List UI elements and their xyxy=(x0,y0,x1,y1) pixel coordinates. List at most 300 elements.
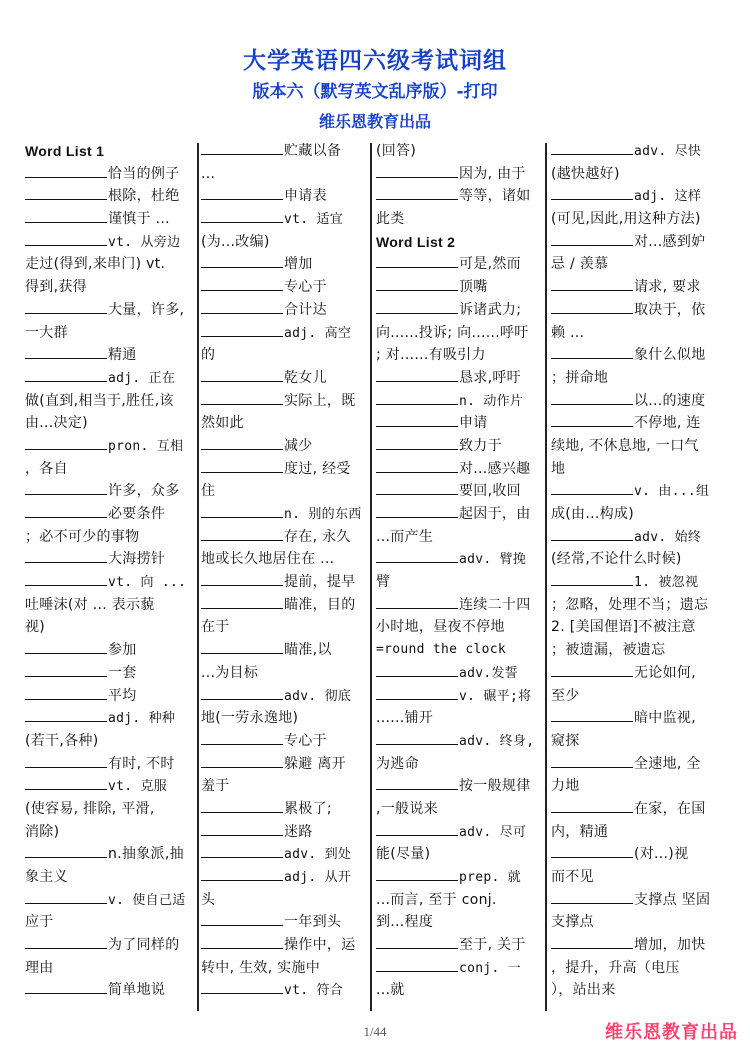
fill-in-entry xyxy=(25,480,195,503)
entry-continuation xyxy=(25,594,195,617)
entry-text: (经常,不论什么时候) xyxy=(551,551,682,568)
answer-blank xyxy=(201,639,283,654)
answer-blank xyxy=(376,548,458,563)
answer-blank xyxy=(551,707,633,722)
entry-text: adj. 高空 xyxy=(284,325,352,341)
fill-in-entry xyxy=(551,571,727,594)
entry-text: 起因于，由 xyxy=(459,506,531,522)
entry-continuation xyxy=(551,730,727,753)
entry-text: 对...感到妒 xyxy=(634,233,706,250)
answer-blank xyxy=(25,480,107,495)
entry-continuation xyxy=(25,322,195,345)
answer-blank xyxy=(551,412,633,427)
entry-text: 能(尽量) xyxy=(376,846,431,863)
entry-text: 必要条件 xyxy=(108,506,166,522)
answer-blank xyxy=(201,753,283,768)
entry-text: 增加，加快 xyxy=(634,937,706,954)
fill-in-entry xyxy=(25,662,195,685)
entry-text: vt. 适宜 xyxy=(284,212,344,228)
fill-in-entry xyxy=(201,208,367,231)
fill-in-entry xyxy=(25,639,195,662)
entry-continuation xyxy=(551,253,727,276)
answer-blank xyxy=(25,231,107,246)
entry-text: Word List 2 xyxy=(376,233,456,250)
entry-text: ...而言, 至于 conj. xyxy=(376,891,497,908)
entry-text: 续地, 不休息地, 一口气 xyxy=(551,437,699,454)
entry-text: 支撑点 xyxy=(551,914,594,931)
fill-in-entry xyxy=(201,685,367,708)
answer-blank xyxy=(25,662,107,677)
entry-text: (可见,因此,用这种方法) xyxy=(551,211,701,228)
answer-blank xyxy=(25,299,107,314)
answer-blank xyxy=(25,503,107,518)
answer-blank xyxy=(551,140,633,155)
entry-text: 等等，诸如 xyxy=(459,188,531,205)
answer-blank xyxy=(201,843,283,858)
entry-text: 1. 被忽视 xyxy=(634,575,699,591)
fill-in-entry xyxy=(25,163,195,186)
answer-blank xyxy=(376,730,458,745)
answer-blank xyxy=(551,185,633,200)
column-divider xyxy=(545,143,547,1011)
entry-text: =round the clock xyxy=(376,642,507,658)
page-number: 1/44 xyxy=(363,1024,387,1039)
answer-blank xyxy=(376,367,458,382)
fill-in-entry xyxy=(376,957,544,980)
entry-text: 精通 xyxy=(108,347,137,364)
entry-text: 以...的速度 xyxy=(634,392,706,409)
entry-text: 迷路 xyxy=(284,823,313,840)
entry-text: 在家，在国 xyxy=(634,800,706,817)
answer-blank xyxy=(201,140,283,155)
entry-text: 到...程度 xyxy=(376,914,434,931)
entry-continuation xyxy=(201,231,367,254)
entry-text: n. 别的东西 xyxy=(284,507,362,522)
column-4 xyxy=(551,140,727,1010)
fill-in-entry xyxy=(376,594,544,617)
answer-blank xyxy=(201,390,283,405)
fill-in-entry xyxy=(25,503,195,526)
fill-in-entry xyxy=(201,594,367,617)
fill-in-entry xyxy=(551,276,727,299)
entry-text: 申请表 xyxy=(284,188,327,205)
entry-text: 一套 xyxy=(108,664,137,681)
answer-blank xyxy=(376,299,458,314)
entry-continuation xyxy=(376,140,544,163)
fill-in-entry xyxy=(201,639,367,662)
entry-text: ...就 xyxy=(376,982,405,999)
entry-text: 谨慎于 ... xyxy=(108,211,170,228)
entry-continuation xyxy=(551,821,727,844)
entry-continuation xyxy=(551,458,727,481)
entry-text: 地(一劳永逸地) xyxy=(201,710,299,727)
entry-text: ，提升，升高（电压 xyxy=(551,959,680,976)
answer-blank xyxy=(551,390,633,405)
fill-in-entry xyxy=(201,299,367,322)
entry-text: adv.发誓 xyxy=(459,665,519,681)
entry-continuation xyxy=(376,911,544,934)
answer-blank xyxy=(376,866,458,881)
entry-continuation xyxy=(25,957,195,980)
entry-text: 无论如何, xyxy=(634,664,696,681)
fill-in-entry xyxy=(25,775,195,798)
fill-in-entry xyxy=(376,299,544,322)
entry-text: 申请 xyxy=(459,415,488,432)
entry-text: 贮藏以备 xyxy=(284,143,342,159)
entry-text: ...为目标 xyxy=(201,664,259,681)
entry-text: 赖 ... xyxy=(551,324,585,341)
answer-blank xyxy=(25,934,107,949)
column-divider xyxy=(197,143,199,1011)
fill-in-entry xyxy=(551,753,727,776)
answer-blank xyxy=(551,753,633,768)
answer-blank xyxy=(551,299,633,314)
fill-in-entry xyxy=(201,367,367,390)
answer-blank xyxy=(25,548,107,563)
entry-text: 向......投诉; 向......呼吁 xyxy=(376,324,529,341)
entry-text: 乾女儿 xyxy=(284,369,327,386)
entry-continuation xyxy=(376,208,544,231)
fill-in-entry xyxy=(551,707,727,730)
entry-text: 减少 xyxy=(284,437,313,454)
entry-text: 一年到头 xyxy=(284,914,342,931)
entry-text: (越快越好) xyxy=(551,165,620,182)
entry-text: 住 xyxy=(201,483,216,500)
entry-continuation xyxy=(201,707,367,730)
entry-continuation xyxy=(551,775,727,798)
entry-continuation xyxy=(201,480,367,503)
answer-blank xyxy=(201,979,283,994)
answer-blank xyxy=(201,798,283,813)
fill-in-entry xyxy=(201,753,367,776)
fill-in-entry xyxy=(201,866,367,889)
entry-text: n. 动作片 xyxy=(459,393,524,409)
entry-continuation xyxy=(376,979,544,1002)
entry-text: adv. 终身, xyxy=(459,733,535,749)
fill-in-entry xyxy=(376,390,544,413)
fill-in-entry xyxy=(551,934,727,957)
entry-text: 地 xyxy=(551,460,566,477)
fill-in-entry xyxy=(376,934,544,957)
entry-text: 顶嘴 xyxy=(459,279,488,296)
answer-blank xyxy=(551,662,633,677)
entry-text: 转中, 生效, 实施中 xyxy=(201,959,321,976)
entry-continuation xyxy=(551,322,727,345)
fill-in-entry xyxy=(201,571,367,594)
entry-continuation xyxy=(551,367,727,390)
fill-in-entry xyxy=(376,730,544,753)
fill-in-entry xyxy=(551,889,727,912)
entry-text: 象主义 xyxy=(25,869,68,885)
fill-in-entry xyxy=(201,276,367,299)
entry-continuation xyxy=(376,753,544,776)
entry-continuation xyxy=(25,798,195,821)
answer-blank xyxy=(201,458,283,473)
answer-blank xyxy=(25,775,107,790)
entry-continuation xyxy=(25,390,195,413)
entry-text: 提前，提早 xyxy=(284,574,356,591)
entry-text: 请求, 要求 xyxy=(634,279,701,296)
entry-continuation xyxy=(201,344,367,367)
vocab-columns xyxy=(0,140,750,1016)
entry-continuation xyxy=(551,957,727,980)
entry-text: adv. 尽可 xyxy=(459,824,527,840)
word-list-heading xyxy=(376,231,544,254)
fill-in-entry xyxy=(551,185,727,208)
entry-text: 至少 xyxy=(551,687,580,704)
entry-text: adj. 这样 xyxy=(634,189,702,205)
entry-text: 存在, 永久 xyxy=(284,528,351,545)
entry-text: adv. 到处 xyxy=(284,847,352,863)
entry-text: adv. 臂挽 xyxy=(459,552,527,568)
entry-continuation xyxy=(25,276,195,299)
entry-continuation xyxy=(201,957,367,980)
fill-in-entry xyxy=(201,140,367,163)
document-title: 大学英语四六级考试词组 xyxy=(243,48,507,74)
fill-in-entry xyxy=(201,185,367,208)
answer-blank xyxy=(201,299,283,314)
entry-continuation xyxy=(376,571,544,594)
column-3 xyxy=(376,140,544,1010)
answer-blank xyxy=(376,480,458,495)
answer-blank xyxy=(201,435,283,450)
answer-blank xyxy=(25,185,107,200)
entry-text: 大海捞针 xyxy=(108,551,166,568)
entry-text: vt. 从旁边 xyxy=(108,234,181,250)
entry-text: 为了同样的 xyxy=(108,937,180,954)
answer-blank xyxy=(376,163,458,178)
entry-continuation xyxy=(25,911,195,934)
entry-continuation xyxy=(551,685,727,708)
entry-continuation xyxy=(551,503,727,526)
entry-text: ... xyxy=(201,165,216,182)
entry-text: 全速地, 全 xyxy=(634,755,701,772)
entry-text: adj. 正在 xyxy=(108,370,176,386)
fill-in-entry xyxy=(25,231,195,254)
fill-in-entry xyxy=(551,662,727,685)
fill-in-entry xyxy=(25,979,195,1002)
entry-text: ......铺开 xyxy=(376,710,434,727)
entry-text: 诉诸武力; xyxy=(459,301,522,318)
answer-blank xyxy=(376,957,458,972)
answer-blank xyxy=(25,367,107,382)
fill-in-entry xyxy=(25,707,195,730)
entry-continuation xyxy=(25,616,195,639)
entry-text: ，各自 xyxy=(25,460,68,477)
entry-text: 累极了; xyxy=(284,800,332,817)
entry-text: 要回,收回 xyxy=(459,483,521,500)
entry-text: 合计达 xyxy=(284,301,327,318)
entry-text: ；必不可少的事物 xyxy=(25,528,140,545)
entry-text: 暗中监视, xyxy=(634,710,696,727)
entry-text: ；拼命地 xyxy=(551,369,609,386)
fill-in-entry xyxy=(551,140,727,163)
answer-blank xyxy=(551,889,633,904)
fill-in-entry xyxy=(25,843,195,866)
entry-text: 消除) xyxy=(25,823,60,840)
entry-text: 忌 / 羡慕 xyxy=(551,256,609,273)
fill-in-entry xyxy=(25,299,195,322)
publisher-line: 维乐恩教育出品 xyxy=(318,112,431,131)
column-divider xyxy=(370,143,372,1011)
answer-blank xyxy=(201,276,283,291)
fill-in-entry xyxy=(201,821,367,844)
entry-text: 理由 xyxy=(25,959,54,976)
answer-blank xyxy=(376,276,458,291)
answer-blank xyxy=(25,685,107,700)
answer-blank xyxy=(551,571,633,586)
entry-text: 而不见 xyxy=(551,869,594,885)
entry-text: 成(由...构成) xyxy=(551,506,634,522)
entry-text: v. 由...组 xyxy=(634,484,710,500)
answer-blank xyxy=(201,911,283,926)
column-2 xyxy=(201,140,367,1010)
entry-text: 窥探 xyxy=(551,732,580,749)
entry-text: prep. 就 xyxy=(459,870,522,885)
answer-blank xyxy=(25,344,107,359)
answer-blank xyxy=(25,208,107,223)
entry-text: 吐唾沫(对 ... 表示藐 xyxy=(25,596,155,613)
entry-continuation xyxy=(376,889,544,912)
entry-text: 内，精通 xyxy=(551,823,609,840)
answer-blank xyxy=(201,208,283,223)
answer-blank xyxy=(201,821,283,836)
fill-in-entry xyxy=(551,843,727,866)
fill-in-entry xyxy=(201,390,367,413)
entry-continuation xyxy=(376,707,544,730)
column-1 xyxy=(25,140,195,1010)
answer-blank xyxy=(551,843,633,858)
entry-text: 象什么似地 xyxy=(634,347,706,364)
entry-text: (回答) xyxy=(376,143,417,159)
answer-blank xyxy=(25,639,107,654)
entry-text: v. 碾平;将 xyxy=(459,688,532,704)
entry-continuation xyxy=(376,798,544,821)
fill-in-entry xyxy=(25,344,195,367)
fill-in-entry xyxy=(201,798,367,821)
entry-text: adv. 尽快 xyxy=(634,144,702,159)
fill-in-entry xyxy=(376,866,544,889)
fill-in-entry xyxy=(376,548,544,571)
entry-continuation xyxy=(201,163,367,186)
entry-text: 为逃命 xyxy=(376,755,419,772)
answer-blank xyxy=(376,662,458,677)
entry-text: n.抽象派,抽 xyxy=(108,846,184,863)
answer-blank xyxy=(376,458,458,473)
entry-continuation xyxy=(376,344,544,367)
entry-text: 此类 xyxy=(376,211,405,228)
entry-continuation xyxy=(551,979,727,1002)
entry-text: 大量，许多, xyxy=(108,301,185,318)
answer-blank xyxy=(376,775,458,790)
entry-continuation xyxy=(201,412,367,435)
entry-text: 由...决定) xyxy=(25,415,88,432)
answer-blank xyxy=(551,526,633,541)
answer-blank xyxy=(201,185,283,200)
answer-blank xyxy=(376,253,458,268)
entry-continuation xyxy=(376,322,544,345)
entry-continuation xyxy=(551,435,727,458)
answer-blank xyxy=(376,934,458,949)
fill-in-entry xyxy=(201,253,367,276)
entry-text: conj. 一 xyxy=(459,960,522,976)
fill-in-entry xyxy=(376,435,544,458)
entry-continuation xyxy=(551,616,727,639)
entry-continuation xyxy=(551,163,727,186)
fill-in-entry xyxy=(201,730,367,753)
fill-in-entry xyxy=(376,163,544,186)
answer-blank xyxy=(201,685,283,700)
entry-continuation xyxy=(25,253,195,276)
document-header xyxy=(0,44,750,134)
answer-blank xyxy=(201,730,283,745)
answer-blank xyxy=(376,412,458,427)
entry-text: 连续二十四 xyxy=(459,596,531,613)
entry-continuation xyxy=(201,662,367,685)
entry-text: 躲避 离开 xyxy=(284,755,346,772)
answer-blank xyxy=(551,480,633,495)
entry-text: 瞄准,以 xyxy=(284,642,332,659)
answer-blank xyxy=(201,934,283,949)
entry-text: ; 对......有吸引力 xyxy=(376,347,486,364)
fill-in-entry xyxy=(201,979,367,1002)
answer-blank xyxy=(201,866,283,881)
answer-blank xyxy=(551,798,633,813)
entry-text: ...而产生 xyxy=(376,528,434,545)
entry-text: 不停地, 连 xyxy=(634,415,701,432)
entry-text: 视) xyxy=(25,619,46,636)
entry-continuation xyxy=(201,616,367,639)
entry-text: 头 xyxy=(201,891,216,908)
fill-in-entry xyxy=(376,662,544,685)
entry-text: v. 使自己适 xyxy=(108,892,186,908)
fill-in-entry xyxy=(25,548,195,571)
entry-text: 应于 xyxy=(25,914,54,931)
entry-text: 小时地，昼夜不停地 xyxy=(376,619,505,636)
entry-text: (为...改编) xyxy=(201,233,270,250)
fill-in-entry xyxy=(551,299,727,322)
entry-continuation xyxy=(551,548,727,571)
answer-blank xyxy=(551,276,633,291)
answer-blank xyxy=(25,571,107,586)
entry-text: 一大群 xyxy=(25,324,68,341)
entry-text: ；被遗漏，被遗忘 xyxy=(551,642,666,659)
entry-text: 可是,然而 xyxy=(459,256,521,273)
entry-text: 专心于 xyxy=(284,279,327,296)
fill-in-entry xyxy=(201,526,367,549)
fill-in-entry xyxy=(25,185,195,208)
fill-in-entry xyxy=(201,934,367,957)
answer-blank xyxy=(201,322,283,337)
entry-text: 实际上，既 xyxy=(284,392,356,409)
fill-in-entry xyxy=(551,526,727,549)
entry-continuation xyxy=(25,730,195,753)
entry-continuation xyxy=(551,208,727,231)
answer-blank xyxy=(201,367,283,382)
fill-in-entry xyxy=(376,276,544,299)
entry-text: 走过(得到,来串门) vt. xyxy=(25,256,166,273)
entry-text: 取决于，依 xyxy=(634,301,706,318)
answer-blank xyxy=(376,503,458,518)
entry-text: 力地 xyxy=(551,778,580,795)
entry-text: 2. [美国俚语]不被注意 xyxy=(551,619,696,636)
fill-in-entry xyxy=(551,390,727,413)
answer-blank xyxy=(25,163,107,178)
fill-in-entry xyxy=(25,435,195,458)
fill-in-entry xyxy=(551,344,727,367)
entry-text: 至于, 关于 xyxy=(459,937,526,954)
answer-blank xyxy=(201,503,283,518)
